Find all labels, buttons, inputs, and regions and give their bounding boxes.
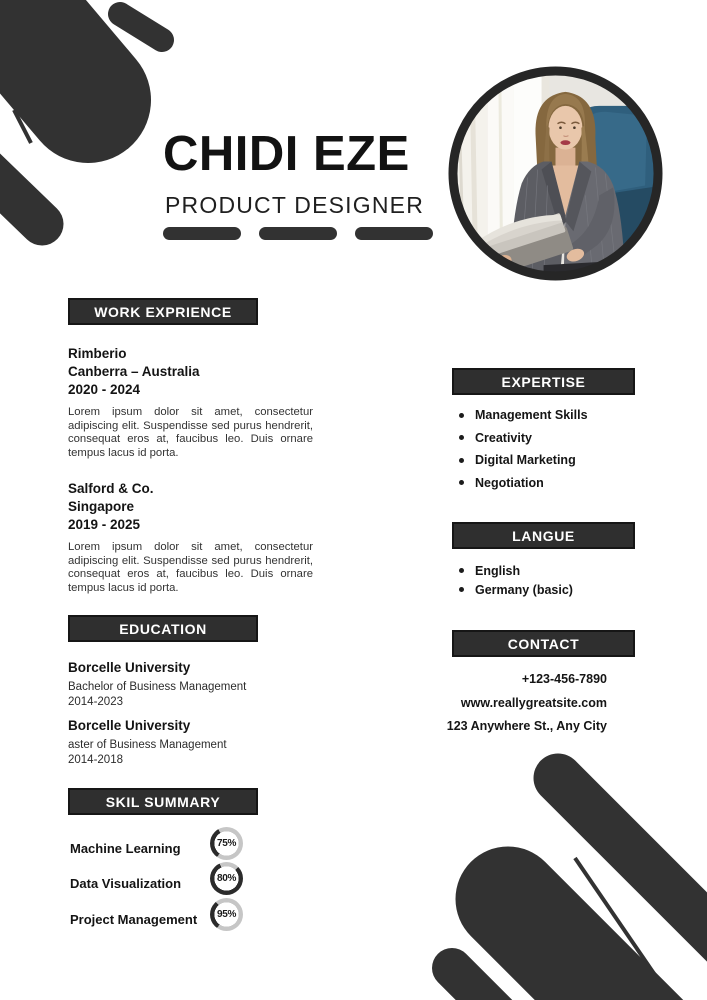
skill-row — [68, 862, 313, 896]
expertise-item-label: Digital Marketing — [475, 453, 576, 468]
job-location: Singapore — [68, 499, 135, 514]
school-name: Borcelle University — [68, 718, 191, 733]
person-name: CHIDI EZE — [163, 127, 410, 181]
expertise-item-label: Negotiation — [475, 475, 544, 490]
expertise-item-label: Management Skills — [475, 408, 588, 423]
profile-photo — [448, 66, 663, 281]
skill-percent: 80% — [216, 873, 237, 884]
job-period: 2020 - 2024 — [68, 382, 141, 397]
school-period: 2014-2018 — [68, 754, 123, 766]
work-entry — [68, 345, 313, 460]
job-company: Salford & Co. — [68, 481, 154, 496]
bullet-icon — [459, 435, 464, 440]
school-name: Borcelle University — [68, 660, 191, 675]
bullet-icon — [459, 568, 464, 573]
contact-website: www.reallygreatsite.com — [460, 695, 607, 710]
language-item-label: English — [475, 563, 521, 578]
education-entry — [68, 660, 313, 708]
bullet-icon — [459, 458, 464, 463]
education-entry — [68, 718, 313, 766]
list-item — [452, 404, 642, 427]
skill-label: Data Visualization — [70, 876, 182, 891]
job-period: 2019 - 2025 — [68, 517, 141, 532]
dash — [259, 227, 337, 240]
expertise-item-label: Creativity — [475, 430, 532, 445]
decor-bottom-right — [452, 778, 707, 1000]
expertise-list — [452, 404, 642, 494]
skill-progress-ring — [210, 898, 243, 931]
contact-phone: +123-456-7890 — [521, 672, 607, 686]
list-item — [452, 472, 642, 495]
job-location: Canberra – Australia — [68, 364, 200, 379]
header-dashes — [163, 227, 433, 240]
job-company: Rimberio — [68, 346, 127, 361]
bullet-icon — [459, 480, 464, 485]
list-item — [452, 449, 642, 472]
dash — [163, 227, 241, 240]
school-degree: Bachelor of Business Management — [68, 681, 247, 693]
school-degree: aster of Business Management — [68, 739, 227, 751]
job-heading — [68, 345, 313, 399]
language-list — [452, 561, 642, 599]
skill-row — [68, 898, 313, 932]
skill-label: Project Management — [70, 912, 198, 927]
list-item — [452, 580, 642, 599]
bullet-icon — [459, 587, 464, 592]
job-description: Lorem ipsum dolor sit amet, consectetur adipiscing elit. Suspendisse sed purus hendrerit, consequat eros at, faucibus leo. Duis ornare tempus lacus id porta. — [68, 541, 313, 594]
skill-progress-ring — [210, 827, 243, 860]
skill-percent: 75% — [216, 838, 237, 849]
work-entry — [68, 480, 313, 595]
language-item-label: Germany (basic) — [475, 582, 573, 597]
list-item — [452, 561, 642, 580]
contact-block — [420, 668, 607, 739]
skill-percent: 95% — [216, 909, 237, 920]
job-description: Lorem ipsum dolor sit amet, consectetur adipiscing elit. Suspendisse sed purus hendrerit, consequat eros at, faucibus leo. Duis ornare tempus lacus id porta. — [68, 406, 313, 459]
skill-row — [68, 827, 313, 861]
decor-top-left — [0, 0, 162, 224]
section-header-expertise: EXPERTISE — [452, 368, 635, 395]
contact-address: 123 Anywhere St., Any City — [446, 719, 607, 733]
job-heading — [68, 480, 313, 534]
skill-progress-ring — [210, 862, 243, 895]
dash — [355, 227, 433, 240]
bullet-icon — [459, 413, 464, 418]
list-item — [452, 427, 642, 450]
skill-label: Machine Learning — [70, 841, 181, 856]
school-period: 2014-2023 — [68, 696, 123, 708]
section-header-langue: LANGUE — [452, 522, 635, 549]
section-header-work-experience: WORK EXPRIENCE — [68, 298, 258, 325]
job-title: PRODUCT DESIGNER — [165, 192, 425, 218]
section-header-education: EDUCATION — [68, 615, 258, 642]
section-header-contact: CONTACT — [452, 630, 635, 657]
section-header-skill-summary: SKIL SUMMARY — [68, 788, 258, 815]
